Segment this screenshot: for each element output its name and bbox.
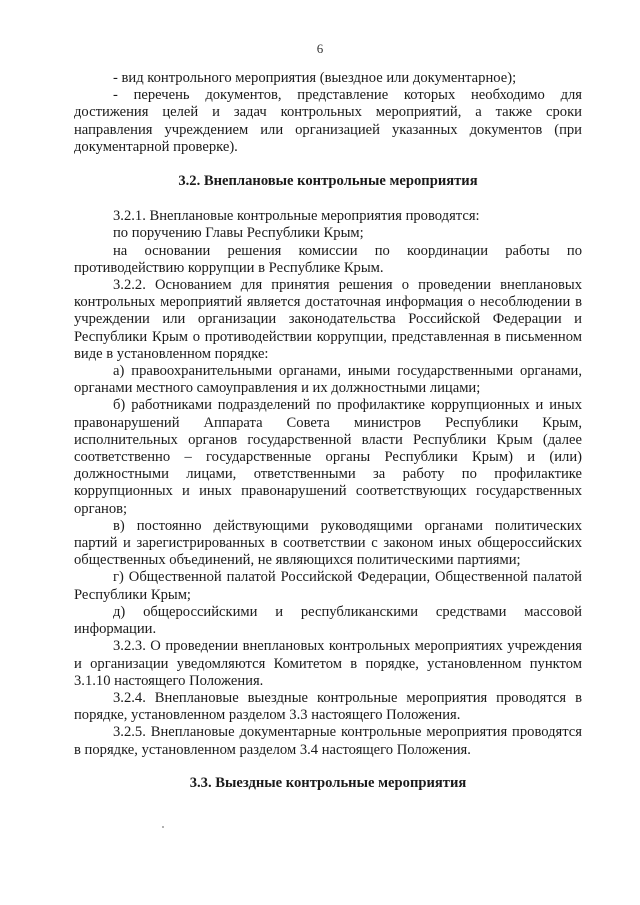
paragraph: 3.2.4. Внеплановые выездные контрольные мероприятия проводятся в порядке, установленном разделом 3.3 настоящего Положения. [74,689,582,724]
paragraph: 3.2.1. Внеплановые контрольные мероприятия проводятся: [113,208,480,225]
paragraph: 3.2.2. Основанием для принятия решения о проведении внеплановых контрольных мероприятий является достаточная информация о несоблюдении в учреждении или организации законодательства Российской Федерации и Республики Крым о противодействии коррупции, представленная в письменном виде в установленном порядке: [74,277,582,362]
paragraph: по поручению Главы Республики Крым; [113,225,364,242]
section-heading-3-2: 3.2. Внеплановые контрольные мероприятия [178,173,478,190]
paragraph: а) правоохранительными органами, иными государственными органами, органами местного самоуправления и их должностными лицами; [74,363,582,397]
paragraph: на основании решения комиссии по координации работы по противодействию коррупции в Республике Крым. [74,242,582,276]
paragraph: д) общероссийскими и республиканскими средствами массовой информации. [74,603,582,638]
document-body [74,70,582,792]
paragraph: г) Общественной палатой Российской Федерации, Общественной палатой Республики Крым; [74,569,582,603]
paragraph: 3.2.3. О проведении внеплановых контрольных мероприятиях учреждения и организации уведомляются Комитетом в порядке, установленном пунктом 3.1.10 настоящего Положения. [74,638,582,689]
paragraph: в) постоянно действующими руководящими органами политических партий и зарегистрированных в соответствии с законом иных общероссийских общественных объединений, не являющихся политическими партиями; [74,517,582,569]
paragraph: - вид контрольного мероприятия (выездное или документарное); [113,70,517,86]
paragraph: - перечень документов, представление которых необходимо для достижения целей и задач контрольных мероприятий, а также сроки направления учреждением или организацией указанных документов (при документарной проверке). [74,87,582,155]
scan-speck [162,826,164,828]
page-number: 6 [316,41,324,56]
paragraph: 3.2.5. Внеплановые документарные контрольные мероприятия проводятся в порядке, установленном разделом 3.4 настоящего Положения. [74,724,582,758]
paragraph: б) работниками подразделений по профилактике коррупционных и иных правонарушений Аппарата Совета министров Республики Крым, исполнительных органов государственной власти Республики Крым (далее соответственно – государственные органы Республики Крым) и (или) должностными лицами, ответственными за работу по профилактике коррупционных и иных правонарушений соответствующих государственных органов; [74,397,582,517]
section-heading-3-3: 3.3. Выездные контрольные мероприятия [189,774,467,791]
